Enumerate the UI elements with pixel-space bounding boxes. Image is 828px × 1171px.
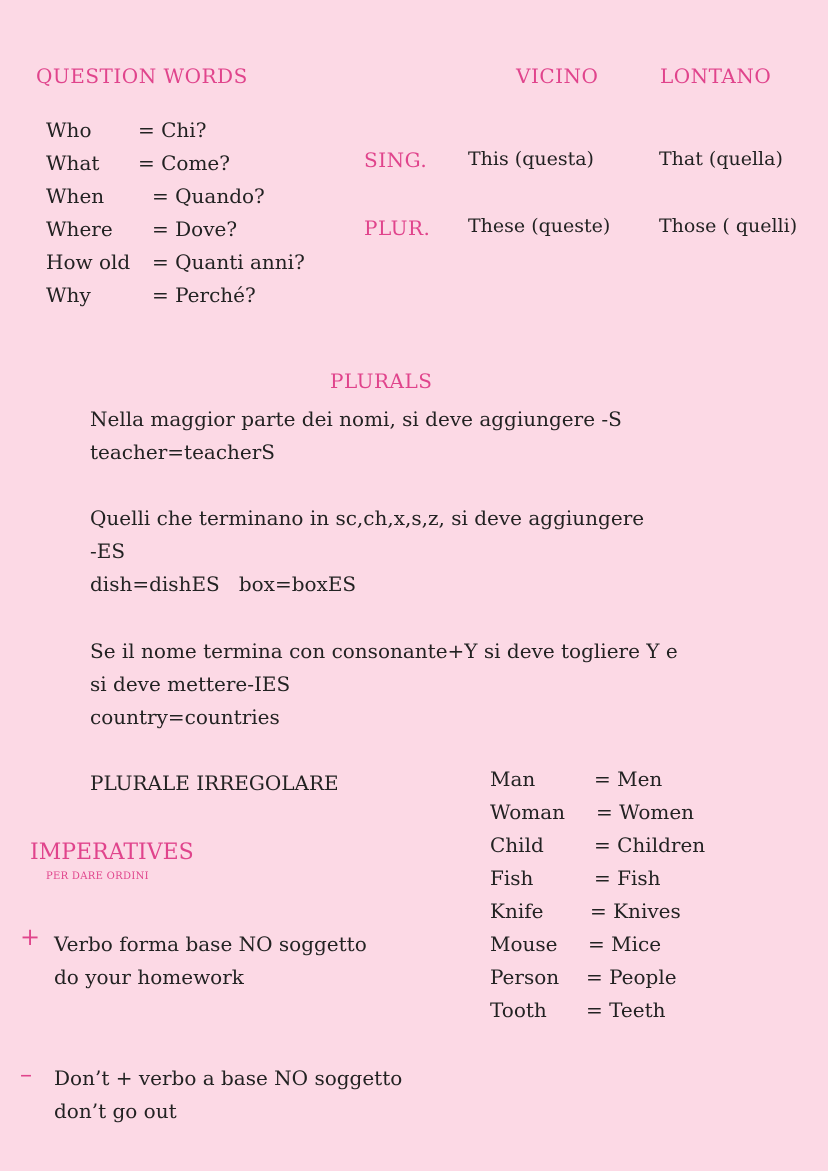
irregular-singular: Mouse (490, 932, 558, 956)
irregular-plural-row (490, 800, 820, 833)
irregular-singular: Person (490, 965, 560, 989)
demonstrative-far-plural: Those ( quelli) (659, 215, 798, 237)
irregular-plural-row (490, 965, 820, 998)
irregular-plural-row (490, 998, 820, 1031)
irregular-plural: = Men (594, 767, 663, 791)
minus-sign: – (20, 1060, 32, 1088)
column-heading-near: VICINO (516, 64, 599, 88)
imperatives-heading: IMPERATIVES (30, 840, 194, 865)
irregular-plural-row (490, 866, 820, 899)
question-word-row (46, 151, 366, 184)
question-word-italian: = Dove? (152, 217, 238, 241)
irregular-plural: = People (586, 965, 677, 989)
irregular-plural-row (490, 899, 820, 932)
plural-rule-example: country=countries (90, 705, 280, 729)
imperatives-subheading: PER DARE ORDINI (46, 871, 149, 882)
question-word-english: When (46, 184, 105, 208)
question-word-english: How old (46, 250, 131, 274)
irregular-singular: Knife (490, 899, 544, 923)
plural-rule-text: Quelli che terminano in sc,ch,x,s,z, si deve aggiungere (90, 506, 645, 530)
irregular-singular: Woman (490, 800, 566, 824)
row-label-singular: SING. (364, 148, 428, 172)
plural-rule-text: Nella maggior parte dei nomi, si deve aggiungere -S (90, 407, 622, 431)
plural-rule-example: dish=dishES box=boxES (90, 572, 357, 596)
plural-rule-suffix: -ES (90, 539, 126, 563)
irregular-plural-row (490, 833, 820, 866)
column-heading-far: LONTANO (660, 64, 772, 88)
question-word-english: Where (46, 217, 113, 241)
demonstrative-near-plural: These (queste) (468, 215, 611, 237)
question-word-row (46, 118, 366, 151)
plurals-heading: PLURALS (330, 369, 433, 393)
question-word-italian: = Quanti anni? (152, 250, 305, 274)
irregular-plural: = Fish (594, 866, 661, 890)
question-word-italian: = Perché? (152, 283, 256, 307)
question-word-english: Why (46, 283, 91, 307)
question-word-row (46, 250, 366, 283)
irregular-singular: Child (490, 833, 544, 857)
plural-rule-example: teacher=teacherS (90, 440, 276, 464)
irregular-plural: = Knives (590, 899, 681, 923)
irregular-plural-label: PLURALE IRREGOLARE (90, 771, 339, 795)
irregular-plural-row (490, 932, 820, 965)
question-word-row (46, 184, 366, 217)
demonstrative-near-singular: This (questa) (468, 148, 594, 170)
irregular-plural: = Women (596, 800, 695, 824)
imperative-positive-rule: Verbo forma base NO soggetto (54, 932, 367, 956)
question-word-italian: = Come? (138, 151, 230, 175)
irregular-plural: = Mice (588, 932, 662, 956)
irregular-singular: Man (490, 767, 536, 791)
question-word-italian: = Chi? (138, 118, 207, 142)
imperative-negative-rule: Don’t + verbo a base NO soggetto (54, 1066, 403, 1090)
question-word-english: What (46, 151, 100, 175)
row-label-plural: PLUR. (364, 216, 431, 240)
irregular-plural: = Teeth (586, 998, 666, 1022)
irregular-plural-row (490, 767, 820, 800)
plural-rule-text: Se il nome termina con consonante+Y si deve togliere Y e (90, 639, 678, 663)
imperative-positive-example: do your homework (54, 965, 244, 989)
question-words-heading: QUESTION WORDS (36, 64, 248, 88)
irregular-singular: Fish (490, 866, 534, 890)
question-word-english: Who (46, 118, 92, 142)
plural-rule-text: si deve mettere-IES (90, 672, 291, 696)
question-word-italian: = Quando? (152, 184, 265, 208)
irregular-singular: Tooth (490, 998, 547, 1022)
question-word-row (46, 283, 366, 316)
irregular-plural: = Children (594, 833, 706, 857)
plus-sign: + (20, 923, 41, 951)
demonstrative-far-singular: That (quella) (659, 148, 783, 170)
question-word-row (46, 217, 366, 250)
imperative-negative-example: don’t go out (54, 1099, 177, 1123)
